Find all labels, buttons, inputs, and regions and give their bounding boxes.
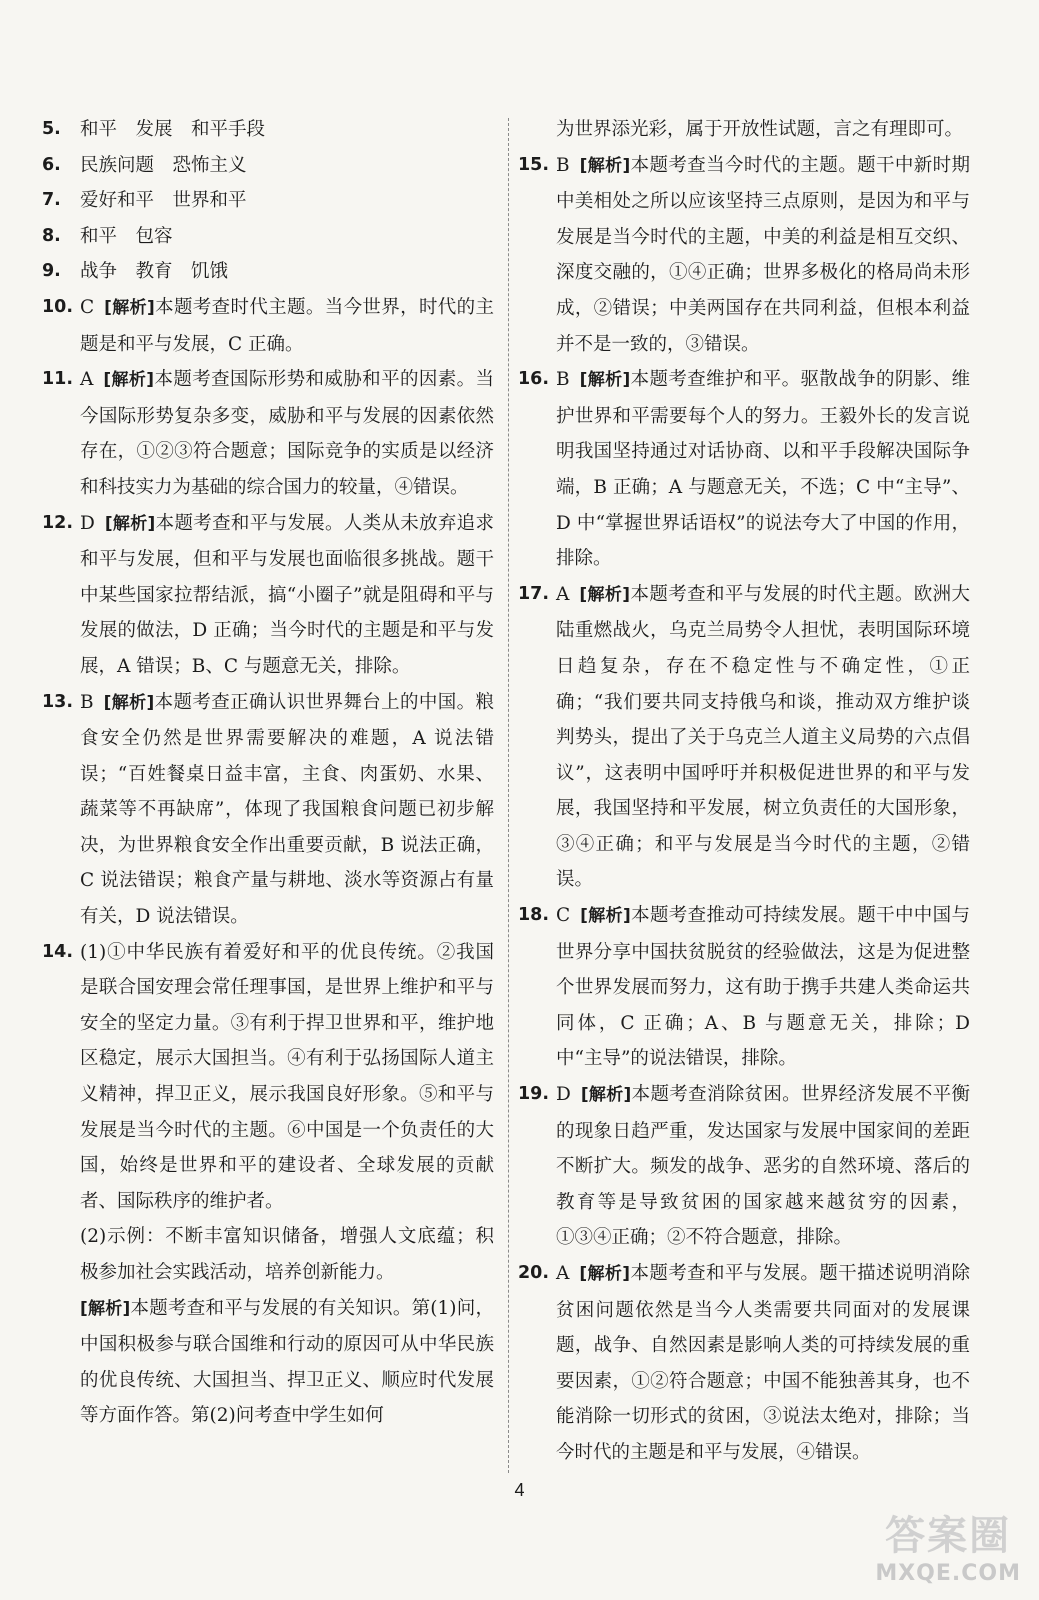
answer-letter: C xyxy=(556,905,571,927)
answer-letter: A xyxy=(556,583,570,605)
analysis-tag: [解析] xyxy=(104,513,156,534)
watermark-title: 答案圈 xyxy=(885,1513,1012,1559)
answer-item: 12. D [解析]本题考查和平与发展。人类从未放弃追求和平与发展，但和平与发展也面临很多挑战。题干中某些国家拉帮结派，搞“小圈子”就是阻碍和平与发展的做法，D 正确；当今时代的主题是和平与发展，A 错误；B、C 与题意无关，排除。 xyxy=(42,512,494,677)
analysis-tag: [解析] xyxy=(579,370,631,391)
answer-letter: A xyxy=(80,369,94,391)
answer-part-2: (2)示例：不断丰富知识储备，增强人文底蕴；积极参加社会实践活动，培养创新能力。 xyxy=(80,1226,494,1283)
analysis-paragraph: [解析]本题考查和平与发展的有关知识。第(1)问，中国积极参与联合国维和行动的原因可从中华民族的优良传统、大国担当、捍卫正义、顺应时代发展等方面作答。第(2)问考查中学生如何 xyxy=(80,1297,494,1427)
analysis-tag: [解析] xyxy=(103,370,155,391)
answer-item: 20. A [解析]本题考查和平与发展。题干描述说明消除贫困问题依然是当今人类需要共同面对的发展课题，战争、自然因素是影响人类的可持续发展的重要因素，①②符合题意；中国不能独善其身，也不能消除一切形式的贫困，③说法太绝对，排除；当今时代的主题是和平与发展，④错误。 xyxy=(518,1263,970,1463)
page-number: 4 xyxy=(514,1480,525,1500)
answer-item: 19. D [解析]本题考查消除贫困。世界经济发展不平衡的现象日趋严重，发达国家与发展中国家间的差距不断扩大。频发的战争、恶劣的自然环境、落后的教育等是导致贫困的国家越来越贫穷的因素，①③④正确；②不符合题意，排除。 xyxy=(518,1084,970,1249)
answer-item: 9. 战争 教育 饥饿 xyxy=(42,261,229,283)
answer-letter: A xyxy=(556,1263,570,1284)
answer-item: 11. A [解析]本题考查国际形势和威胁和平的因素。当今国际形势复杂多变，威胁和平与发展的因素依然存在，①②③符合题意；国际竞争的实质是以经济和科技实力为基础的综合国力的较量，④错误。 xyxy=(42,369,494,498)
analysis-tag: [解析] xyxy=(103,692,155,713)
answer-item: 8. 和平 包容 xyxy=(42,225,173,247)
answer-item: 15. B [解析]本题考查当今时代的主题。题干中新时期中美相处之所以应该坚持三点原则，是因为和平与发展是当今时代的主题，中美的利益是相互交织、深度交融的，①④正确；世界多极化的格局尚未形成，②错误；中美两国存在共同利益，但根本利益并不是一致的，③错误。 xyxy=(518,154,970,355)
answer-item: 16. B [解析]本题考查维护和平。驱散战争的阴影、维护世界和平需要每个人的努力。王毅外长的发言说明我国坚持通过对话协商、以和平手段解决国际争端，B 正确；A 与题意无关，不选；C 中“主导”、D 中“掌握世界话语权”的说法夸大了中国的作用，排除。 xyxy=(518,369,970,570)
answer-letter: D xyxy=(80,512,95,534)
answer-item: 14. (1)①中华民族有着爱好和平的优良传统。②我国是联合国安理会常任理事国，是世界上维护和平与安全的坚定力量。③有利于捍卫世界和平，维护地区稳定，展示大国担当。④有利于弘扬国际人道主义精神，捍卫正义，展示我国良好形象。⑤和平与发展是当今时代的主题。⑥中国是一个负责任的大国，始终是世界和平的建设者、全球发展的贡献者、国际秩序的维护者。 xyxy=(42,941,494,1212)
answer-letter: B xyxy=(80,691,94,713)
left-column xyxy=(42,112,494,1434)
answer-letter: D xyxy=(556,1084,571,1106)
column-divider xyxy=(508,118,509,1473)
analysis-tag: [解析] xyxy=(579,1264,631,1284)
continued-text: 为世界添光彩，属于开放性试题，言之有理即可。 xyxy=(556,119,964,140)
watermark-url: MXQE.COM xyxy=(875,1561,1021,1586)
answer-item: 17. A [解析]本题考查和平与发展的时代主题。欧洲大陆重燃战火，乌克兰局势令人担忧，表明国际环境日趋复杂，存在不稳定性与不确定性，①正确；“我们要共同支持俄乌和谈，推动双方维护谈判势头，提出了关于乌克兰人道主义局势的六点倡议”，这表明中国呼吁并积极促进世界的和平与发展，我国坚持和平发展，树立负责任的大国形象，③④正确；和平与发展是当今时代的主题，②错误。 xyxy=(518,583,970,891)
analysis-tag: [解析] xyxy=(580,1085,632,1106)
answer-letter: C xyxy=(80,296,95,318)
analysis-tag: [解析] xyxy=(104,297,155,318)
answer-item: 10. C [解析]本题考查时代主题。当今世界，时代的主题是和平与发展，C 正确。 xyxy=(42,296,494,355)
answer-item: 18. C [解析]本题考查推动可持续发展。题干中中国与世界分享中国扶贫脱贫的经验做法，这是为促进整个世界发展而努力，这有助于携手共建人类命运共同体，C 正确；A、B 与题意无关，排除；D 中“主导”的说法错误，排除。 xyxy=(518,905,970,1070)
answer-item: 7. 爱好和平 世界和平 xyxy=(42,190,247,212)
answer-item: 5. 和平 发展 和平手段 xyxy=(42,119,266,140)
answer-item: 6. 民族问题 恐怖主义 xyxy=(42,154,247,176)
analysis-tag: [解析] xyxy=(579,155,631,176)
watermark-logo xyxy=(875,1504,1021,1586)
answer-letter: B xyxy=(556,369,570,391)
answer-item: 13. B [解析]本题考查正确认识世界舞台上的中国。粮食安全仍然是世界需要解决的难题，A 说法错误；“百姓餐桌日益丰富，主食、肉蛋奶、水果、蔬菜等不再缺席”，体现了我国粮食问题已初步解决，为世界粮食安全作出重要贡献，B 说法正确，C 说法错误；粮食产量与耕地、淡水等资源占有量有关，D 说法错误。 xyxy=(42,691,494,928)
analysis-tag: [解析] xyxy=(80,1298,131,1319)
right-column xyxy=(518,112,970,1471)
analysis-tag: [解析] xyxy=(580,906,631,927)
answer-letter: B xyxy=(556,154,570,176)
analysis-tag: [解析] xyxy=(579,584,631,605)
